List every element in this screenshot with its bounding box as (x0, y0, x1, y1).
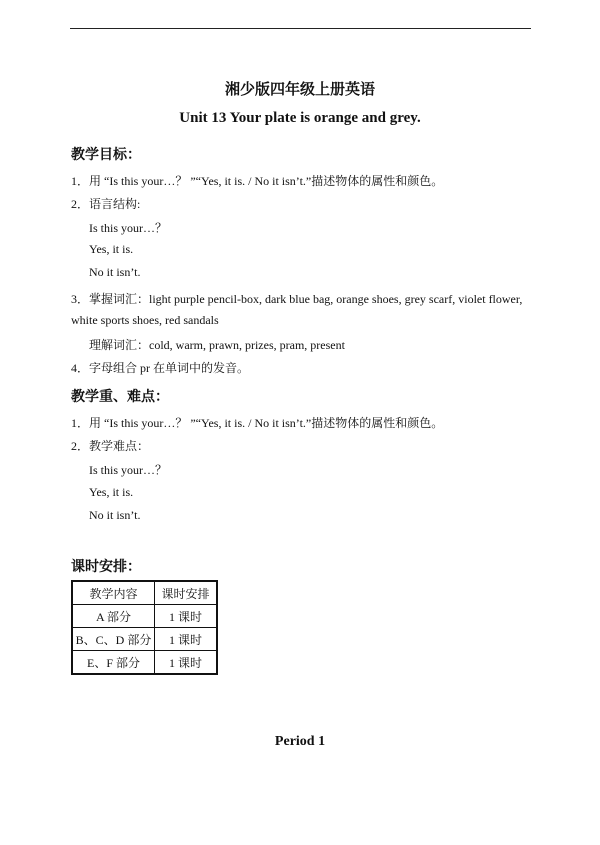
table-row (72, 628, 217, 651)
key-point-2: 2．教学难点： (71, 439, 150, 453)
comprehension-vocab: 理解词汇：cold, warm, prawn, prizes, pram, present (89, 338, 345, 352)
document-title: 湘少版四年级上册英语 (224, 82, 375, 98)
objective-2: 2．语言结构: (71, 197, 141, 211)
table-cell: 1 课时 (155, 651, 218, 675)
header-rule (70, 28, 531, 29)
unit-title: Unit 13 Your plate is orange and grey. (179, 110, 421, 126)
difficulty-line: No it isn’t. (89, 508, 141, 522)
table-header-row (72, 581, 217, 605)
objectives-heading: 教学目标： (71, 148, 141, 163)
column-header: 教学内容 (72, 581, 155, 605)
table-cell: E、F 部分 (72, 651, 155, 675)
period-heading: Period 1 (274, 734, 326, 749)
objective-3: 3．掌握词汇：light purple pencil-box, dark blue bag, orange shoes, grey scarf, violet flower, (71, 292, 523, 306)
objective-3-continued: white sports shoes, red sandals (71, 313, 219, 327)
schedule-table (71, 580, 218, 675)
table-row (72, 605, 217, 628)
table-cell: 1 课时 (155, 628, 218, 651)
table-cell: 1 课时 (155, 605, 218, 628)
table-cell: B、C、D 部分 (72, 628, 155, 651)
column-header: 课时安排 (155, 581, 218, 605)
table-row (72, 651, 217, 675)
difficulty-line: Yes, it is. (89, 485, 134, 499)
objective-4: 4．字母组合 pr 在单词中的发音。 (71, 361, 249, 375)
key-point-1: 1．用 “Is this your…？ ”“Yes, it is. / No it isn’t.”描述物体的属性和颜色。 (71, 416, 444, 430)
objective-1: 1．用 “Is this your…？ ”“Yes, it is. / No it isn’t.”描述物体的属性和颜色。 (71, 174, 444, 188)
table-cell: A 部分 (72, 605, 155, 628)
key-points-heading: 教学重、难点： (71, 390, 169, 405)
schedule-heading: 课时安排： (71, 560, 141, 575)
difficulty-line: Is this your…？ (89, 463, 168, 477)
structure-line: No it isn’t. (89, 265, 141, 279)
structure-line: Yes, it is. (89, 242, 134, 256)
structure-line: Is this your…？ (89, 221, 168, 235)
